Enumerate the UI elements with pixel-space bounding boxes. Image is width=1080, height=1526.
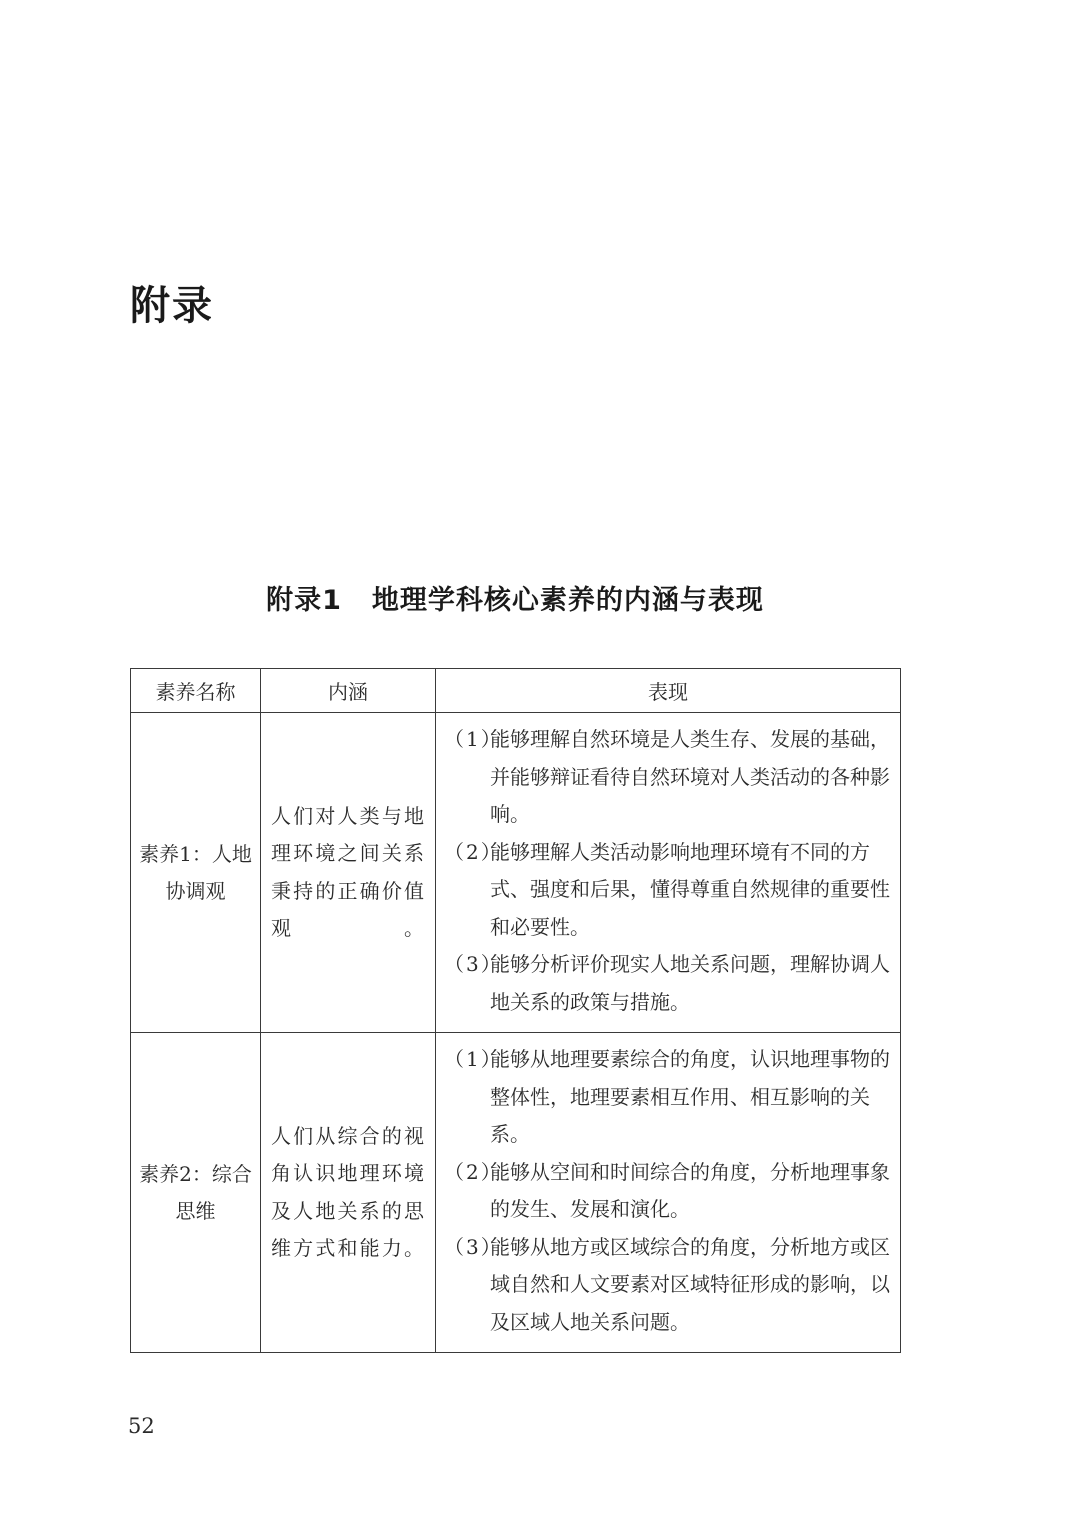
item-text: 能够理解自然环境是人类生存、发展的基础，并能够辩证看待自然环境对人类活动的各种影响。 bbox=[490, 727, 890, 826]
item-text: 能够从地方或区域综合的角度，分析地方或区域自然和人文要素对区域特征形成的影响，以及区域人地关系问题。 bbox=[490, 1234, 890, 1334]
section-title-text: 地理学科核心素养的内涵与表现 bbox=[371, 585, 764, 616]
competency-performance bbox=[436, 1033, 901, 1353]
performance-item bbox=[444, 1229, 890, 1342]
item-number: （1） bbox=[444, 1047, 503, 1071]
item-text: 能够从地理要素综合的角度，认识地理事物的整体性，地理要素相互作用、相互影响的关系。 bbox=[490, 1047, 890, 1146]
competency-name: 素养1：人地协调观 bbox=[131, 713, 261, 1033]
competency-table bbox=[130, 668, 901, 1353]
chapter-title: 附录 bbox=[130, 283, 214, 329]
item-number: （3） bbox=[444, 952, 503, 976]
competency-name: 素养2：综合思维 bbox=[131, 1033, 261, 1353]
section-title bbox=[0, 578, 1030, 617]
section-number: 附录1 bbox=[266, 585, 342, 616]
competency-meaning: 人们对人类与地理环境之间关系秉持的正确价值观。 bbox=[261, 713, 436, 1033]
item-number: （1） bbox=[444, 727, 503, 751]
item-text: 能够从空间和时间综合的角度，分析地理事象的发生、发展和演化。 bbox=[490, 1159, 890, 1221]
header-performance: 表现 bbox=[436, 669, 901, 713]
item-text: 能够分析评价现实人地关系问题，理解协调人地关系的政策与措施。 bbox=[490, 952, 890, 1014]
performance-item bbox=[444, 834, 890, 947]
performance-item bbox=[444, 1041, 890, 1154]
header-meaning: 内涵 bbox=[261, 669, 436, 713]
table-row bbox=[131, 713, 901, 1033]
performance-item bbox=[444, 946, 890, 1021]
performance-item bbox=[444, 721, 890, 834]
performance-item bbox=[444, 1154, 890, 1229]
header-name: 素养名称 bbox=[131, 669, 261, 713]
competency-performance bbox=[436, 713, 901, 1033]
item-number: （2） bbox=[444, 839, 503, 864]
item-number: （3） bbox=[444, 1234, 503, 1259]
table-header-row bbox=[131, 669, 901, 713]
table-row bbox=[131, 1033, 901, 1353]
item-text: 能够理解人类活动影响地理环境有不同的方式、强度和后果，懂得尊重自然规律的重要性和必要性。 bbox=[490, 839, 890, 939]
competency-meaning: 人们从综合的视角认识地理环境及人地关系的思维方式和能力。 bbox=[261, 1033, 436, 1353]
item-number: （2） bbox=[444, 1159, 503, 1184]
page-number: 52 bbox=[128, 1414, 155, 1438]
